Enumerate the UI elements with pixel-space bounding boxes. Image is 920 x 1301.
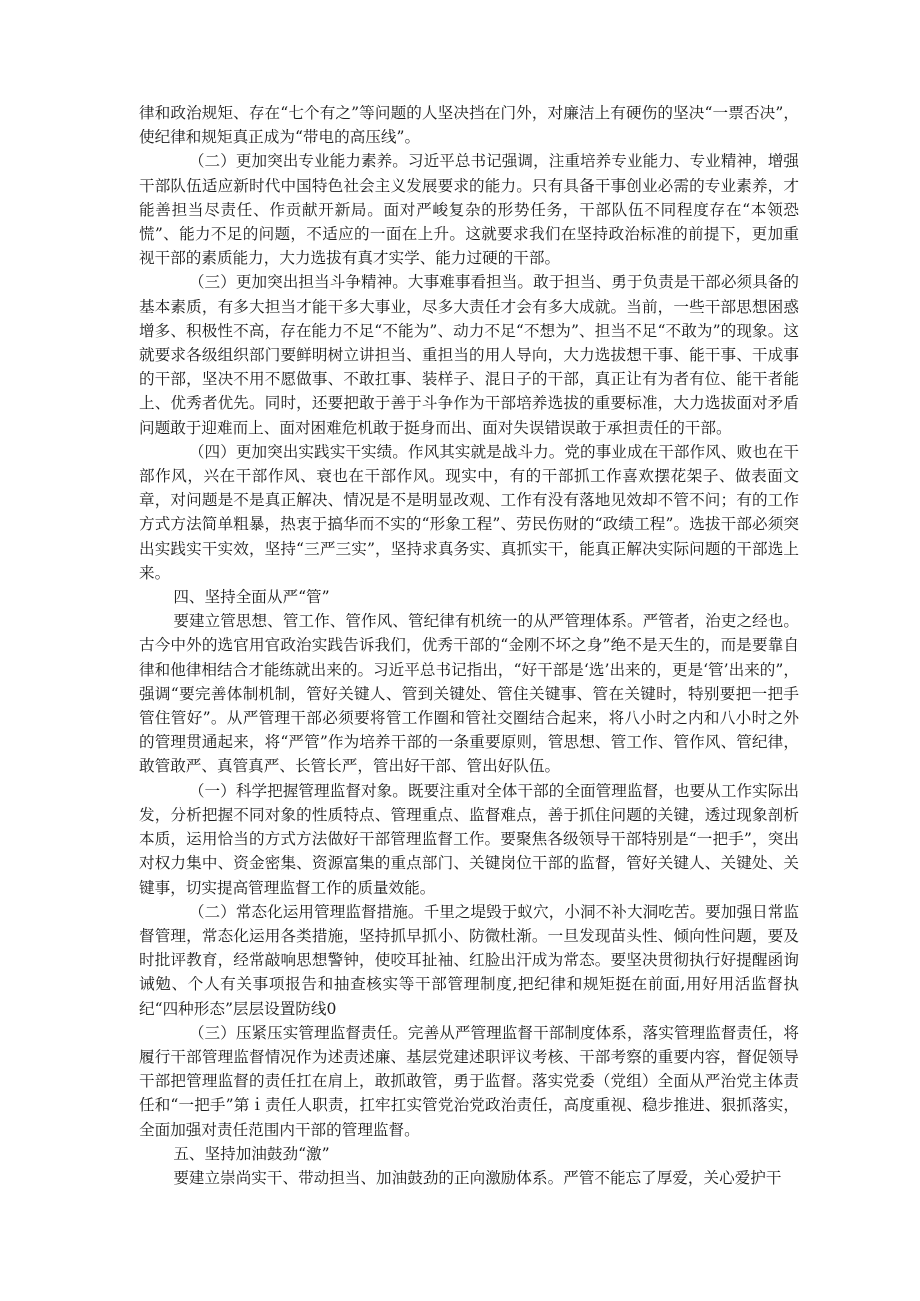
section-heading-strict-management: 四、坚持全面从严“管” xyxy=(173,588,330,607)
paragraph-management-system: 要建立管思想、管工作、管作风、管纪律有机统一的从严管理体系。严管者，治吏之经也。古今中外的选官用官政治实践告诉我们，优秀干部的“金刚不坏之身”绝不是天生的，而是要靠自律和他律相结合才能练就出来的。习近平总书记指出，“好干部是‘选’出来的，更是‘管’出来的”，强调“要完善体制机制，管好关键人、管到关键处、管住关键事、管在关键时，特别要把一把手管住管好”。从严管理干部必须要将管工作圈和管社交圈结合起来，将八小时之内和八小时之外的管理贯通起来，将“严管”作为培养干部的一条重要原则，管思想、管工作、管作风、管纪律，敢管敢严、真管真严、长管长严，管出好干部、管出好队伍。 xyxy=(139,612,799,776)
paragraph-supervision-measures: （二）常态化运用管理监督措施。千里之堤毁于蚁穴，小洞不补大洞吃苦。要加强日常监督管理，常态化运用各类措施，坚持抓早抓小、防微杜渐。一旦发现苗头性、倾向性问题，要及时批评教育，经常敲响思想警钟，使咬耳扯袖、红脸出汗成为常态。要坚决贯彻执行好提醒函询诫勉、个人有关事项报告和抽查核实等干部管理制度,把纪律和规矩挺在前面,用好用活监督执纪“四种形态”层层设置防线0 xyxy=(139,902,799,1018)
paragraph-responsibility-spirit: （三）更加突出担当斗争精神。大事难事看担当。敢于担当、勇于负责是干部必须具备的基本素质，有多大担当才能干多大事业，尽多大责任才会有多大成就。当前，一些干部思想困惑增多、积极性不高，存在能力不足“不能为”、动力不足“不想为”、担当不足“不敢为”的现象。这就要求各级组织部门要鲜明树立讲担当、重担当的用人导向，大力选拔想干事、能干事、干成事的干部，坚决不用不愿做事、不敢扛事、装样子、混日子的干部，真正让有为者有位、能干者能上、优秀者优先。同时，还要把敢于善于斗争作为干部培养选拔的重要标准，大力选拔面对矛盾问题敢于迎难而上、面对困难危机敢于挺身而出、面对失误错误敢于承担责任的干部。 xyxy=(139,273,799,437)
paragraph-professional-ability: （二）更加突出专业能力素养。习近平总书记强调，注重培养专业能力、专业精神，增强干部队伍适应新时代中国特色社会主义发展要求的能力。只有具备干事创业必需的专业素养，才能善担当尽责任、作贡献开新局。面对严峻复杂的形势任务，干部队伍不同程度存在“本领恐慌”、能力不足的问题，不适应的一面在上升。这就要求我们在坚持政治标准的前提下，更加重视干部的素质能力，大力选拔有真才实学、能力过硬的干部。 xyxy=(139,152,799,268)
paragraph-practical-work: （四）更加突出实践实干实绩。作风其实就是战斗力。党的事业成在干部作风、败也在干部作风，兴在干部作风、衰也在干部作风。现实中，有的干部抓工作喜欢摆花架子、做表面文章，对问题是不是真正解决、情况是不是明显改观、工作有没有落地见效却不管不问；有的工作方式方法简单粗暴，热衷于搞华而不实的“形象工程”、劳民伤财的“政绩工程”。选拔干部必须突出实践实干实效，坚持“三严三实”，坚持求真务实、真抓实干，能真正解决实际问题的干部选上来。 xyxy=(139,442,799,582)
paragraph-incentive-system: 要建立崇尚实干、带动担当、加油鼓劲的正向激励体系。严管不能忘了厚爱，关心爱护干 xyxy=(173,1168,782,1187)
document-body xyxy=(139,101,799,1190)
paragraph-supervision-targets: （一）科学把握管理监督对象。既要注重对全体干部的全面管理监督，也要从工作实际出发，分析把握不同对象的性质特点、管理重点、监督难点，善于抓住问题的关键，透过现象剖析本质，运用恰当的方式方法做好干部管理监督工作。要聚焦各级领导干部特别是“一把手”，突出对权力集中、资金密集、资源富集的重点部门、关键岗位干部的监督，管好关键人、关键处、关键事，切实提高管理监督工作的质量效能。 xyxy=(139,781,799,897)
paragraph-continuation: 律和政治规矩、存在“七个有之”等问题的人坚决挡在门外，对廉洁上有硬伤的坚决“一票否决”，使纪律和规矩真正成为“带电的高压线”。 xyxy=(139,104,799,147)
paragraph-supervision-responsibility: （三）压紧压实管理监督责任。完善从严管理监督干部制度体系，落实管理监督责任，将履行干部管理监督情况作为述责述廉、基层党建述职评议考核、干部考察的重要内容，督促领导干部把管理监督的责任扛在肩上，敢抓敢管，勇于监督。落实党委（党组）全面从严治党主体责任和“一把手”第ｉ责任人职责，扛牢扛实管党治党政治责任，高度重视、稳步推进、狠抓落实，全面加强对责任范围内干部的管理监督。 xyxy=(139,1023,799,1139)
section-heading-encouragement: 五、坚持加油鼓劲“激” xyxy=(173,1144,330,1163)
